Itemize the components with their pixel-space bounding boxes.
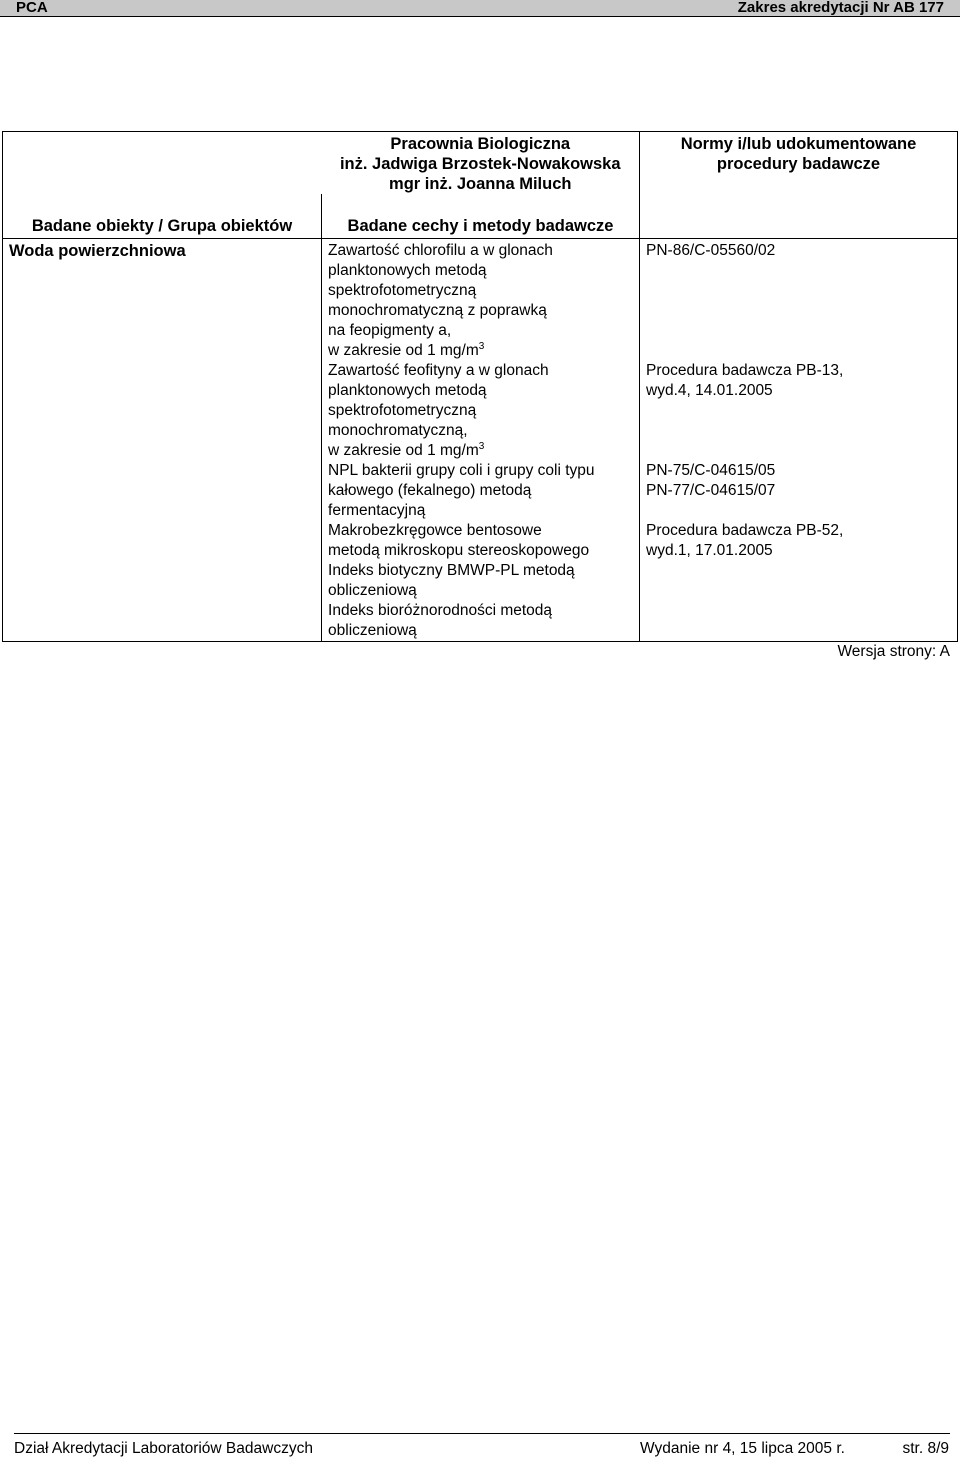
lab-head-1: inż. Jadwiga Brzostek-Nowakowska <box>339 155 621 173</box>
page-header <box>0 0 960 17</box>
header-org: PCA <box>16 0 48 16</box>
lab-head-2: mgr inż. Joanna Miluch <box>389 175 572 193</box>
lab-name: Pracownia Biologiczna <box>390 135 571 153</box>
lab-row <box>3 132 958 195</box>
method-macroinvertebrates: Makrobezkręgowce bentosowe metodą mikroskopu stereoskopowego Indeks biotyczny BMWP-PL metodą obliczeniową Indeks bioróżnorodności metodą obliczeniową <box>328 522 590 639</box>
table-row <box>3 239 958 642</box>
accreditation-table <box>2 131 958 642</box>
footer-page-number: str. 8/9 <box>902 1440 949 1457</box>
header-norms-line2: procedury badawcze <box>716 155 881 173</box>
header-scope-title: Zakres akredytacji Nr AB 177 <box>737 0 944 16</box>
lab-name-cell <box>322 132 640 195</box>
method-pheophytin: Zawartość feofityny a w glonach planktonowych metodą spektrofotometryczną monochromatyczną, w zakresie od 1 $mg/m^3$ <box>328 362 549 459</box>
page-version: Wersja strony: A <box>837 643 950 660</box>
norm-2: Procedura badawcza PB-13, <box>646 362 844 379</box>
header-norms-line1: Normy i/lub udokumentowane <box>680 135 917 153</box>
method-chlorophyll: Zawartość chlorofilu a w glonach planktonowych metodą spektrofotometryczną monochromatyczną z poprawką na feopigmenty a, w zakresie od 1 $mg/m^3$ <box>328 242 553 359</box>
header-objects: Badane obiekty / Grupa obiektów <box>3 194 322 239</box>
norm-1: PN-86/C-05560/02 <box>646 242 776 259</box>
header-methods: Badane cechy i metody badawcze <box>322 194 640 239</box>
norm-3: PN-75/C-04615/05 <box>646 462 776 479</box>
method-coliform: NPL bakterii grupy coli i grupy coli typu kałowego (fekalnego) metodą fermentacyjną <box>328 462 595 519</box>
norms-cell: PN-86/C-05560/02 Procedura badawcza PB-13, wyd.4, 14.01.2005 PN-75/C-04615/05 PN-77/C-04615/07 Procedura badawcza PB-52, wyd.1, 17.01.2005 <box>640 239 958 642</box>
header-norms <box>640 132 958 239</box>
footer-divider <box>14 1433 950 1434</box>
methods-cell <box>322 239 640 642</box>
footer-edition: Wydanie nr 4, 15 lipca 2005 r. <box>640 1440 845 1457</box>
norm-4: Procedura badawcza PB-52, <box>646 522 844 539</box>
object-name: Woda powierzchniowa <box>3 239 322 642</box>
footer-department: Dział Akredytacji Laboratoriów Badawczych <box>14 1440 313 1457</box>
